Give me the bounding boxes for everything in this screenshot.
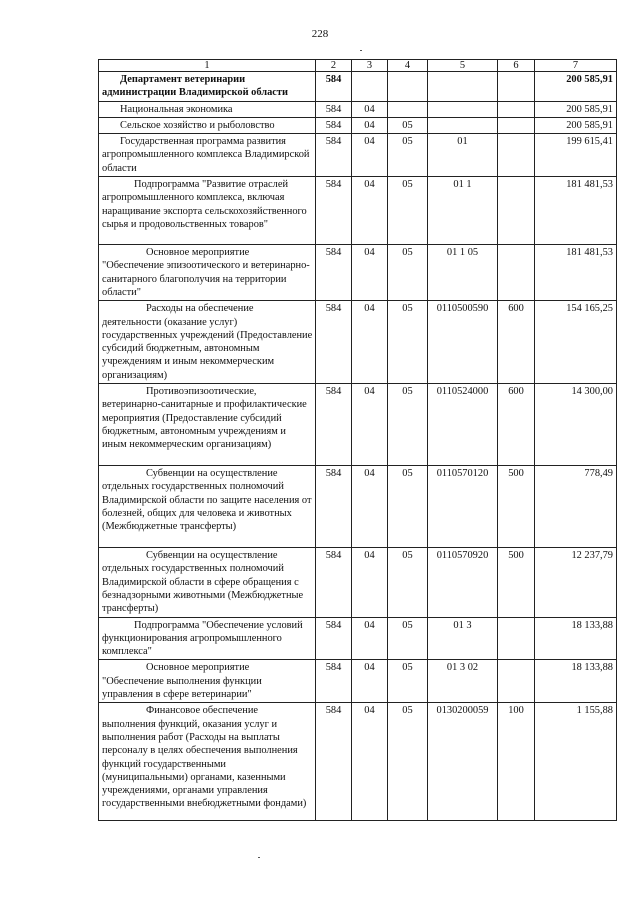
row-name: Основное мероприятие "Обеспечение выполнения функции управления в сфере ветеринарии": [99, 660, 316, 703]
cell-col6: 500: [498, 466, 535, 548]
row-name: Противоэпизоотические, ветеринарно-санитарные и профилактические мероприятия (Предоставление субсидий бюджетным, автономным учреждениям и иным некоммерческим организациям): [99, 384, 316, 466]
table-header-row: [99, 60, 617, 72]
cell-col6: [498, 72, 535, 102]
cell-col6: [498, 660, 535, 703]
table-row: [99, 466, 617, 548]
cell-col3: 04: [352, 177, 388, 245]
table-row: [99, 72, 617, 102]
cell-col2: 584: [316, 703, 352, 821]
header-cell: 2: [316, 60, 352, 72]
cell-col4: 05: [388, 384, 428, 466]
cell-col7: 12 237,79: [535, 548, 617, 617]
table-row: [99, 301, 617, 384]
cell-col3: [352, 72, 388, 102]
cell-col2: 584: [316, 617, 352, 660]
row-name: Субвенции на осуществление отдельных государственных полномочий Владимирской области по защите населения от болезней, общих для человека и животных (Межбюджетные трансферты): [99, 466, 316, 548]
scan-speck: [360, 50, 362, 51]
cell-col5: 01 1: [428, 177, 498, 245]
page-number: 228: [311, 28, 329, 40]
cell-col7: 181 481,53: [535, 177, 617, 245]
table-row: [99, 660, 617, 703]
cell-col4: [388, 101, 428, 117]
table-row: [99, 617, 617, 660]
cell-col3: 04: [352, 384, 388, 466]
cell-col7: 778,49: [535, 466, 617, 548]
row-name: Государственная программа развития агропромышленного комплекса Владимирской области: [99, 134, 316, 177]
row-name: Подпрограмма "Обеспечение условий функционирования агропромышленного комплекса": [99, 617, 316, 660]
cell-col3: 04: [352, 617, 388, 660]
cell-col3: 04: [352, 245, 388, 301]
table-row: [99, 245, 617, 301]
cell-col4: 05: [388, 466, 428, 548]
header-cell: 5: [428, 60, 498, 72]
header-cell: 7: [535, 60, 617, 72]
cell-col5: 01 3 02: [428, 660, 498, 703]
cell-col6: [498, 245, 535, 301]
cell-col6: [498, 117, 535, 133]
cell-col5: 0110570920: [428, 548, 498, 617]
cell-col6: 100: [498, 703, 535, 821]
table-row: [99, 101, 617, 117]
cell-col3: 04: [352, 301, 388, 384]
table-row: [99, 384, 617, 466]
cell-col6: 600: [498, 384, 535, 466]
cell-col7: 154 165,25: [535, 301, 617, 384]
cell-col5: 01 3: [428, 617, 498, 660]
row-name: Подпрограмма "Развитие отраслей агропромышленного комплекса, включая наращивание экспорта сельскохозяйственного сырья и продовольственных товаров": [99, 177, 316, 245]
cell-col6: [498, 177, 535, 245]
scan-speck: [258, 857, 260, 858]
cell-col2: 584: [316, 466, 352, 548]
cell-col5: [428, 117, 498, 133]
header-cell: 6: [498, 60, 535, 72]
cell-col7: 14 300,00: [535, 384, 617, 466]
cell-col7: 199 615,41: [535, 134, 617, 177]
cell-col2: 584: [316, 117, 352, 133]
cell-col4: 05: [388, 660, 428, 703]
row-name: Субвенции на осуществление отдельных государственных полномочий Владимирской области в сфере обращения с безнадзорными животными (Межбюджетные трансферты): [99, 548, 316, 617]
cell-col4: 05: [388, 117, 428, 133]
table-row: [99, 117, 617, 133]
cell-col4: 05: [388, 703, 428, 821]
table-row: [99, 134, 617, 177]
table-row: [99, 177, 617, 245]
cell-col2: 584: [316, 660, 352, 703]
cell-col3: 04: [352, 117, 388, 133]
cell-col2: 584: [316, 301, 352, 384]
cell-col2: 584: [316, 134, 352, 177]
cell-col6: [498, 101, 535, 117]
cell-col7: 181 481,53: [535, 245, 617, 301]
budget-table: [98, 59, 617, 821]
cell-col7: 200 585,91: [535, 72, 617, 102]
cell-col5: 0110500590: [428, 301, 498, 384]
cell-col4: [388, 72, 428, 102]
row-name: Департамент ветеринарии администрации Владимирской области: [99, 72, 316, 102]
cell-col5: [428, 101, 498, 117]
row-name: Финансовое обеспечение выполнения функций, оказания услуг и выполнения работ (Расходы на выплаты персоналу в целях обеспечения выполнения функций государственными (муниципальными) органами, казенными учреждениями, органами управления государственными внебюджетными фондами): [99, 703, 316, 821]
cell-col4: 05: [388, 134, 428, 177]
cell-col3: 04: [352, 466, 388, 548]
row-name: Национальная экономика: [99, 101, 316, 117]
cell-col4: 05: [388, 548, 428, 617]
table-row: [99, 703, 617, 821]
cell-col6: 500: [498, 548, 535, 617]
cell-col5: 0130200059: [428, 703, 498, 821]
cell-col4: 05: [388, 245, 428, 301]
cell-col3: 04: [352, 703, 388, 821]
cell-col3: 04: [352, 134, 388, 177]
cell-col3: 04: [352, 548, 388, 617]
row-name: Расходы на обеспечение деятельности (оказание услуг) государственных учреждений (Предоставление субсидий бюджетным, автономным учреждениям и иным некоммерческим организациям): [99, 301, 316, 384]
header-cell: 1: [99, 60, 316, 72]
cell-col7: 18 133,88: [535, 660, 617, 703]
cell-col5: 0110524000: [428, 384, 498, 466]
cell-col5: 01: [428, 134, 498, 177]
cell-col2: 584: [316, 72, 352, 102]
row-name: Основное мероприятие "Обеспечение эпизоотического и ветеринарно-санитарного благополучия на территории области": [99, 245, 316, 301]
cell-col2: 584: [316, 101, 352, 117]
cell-col4: 05: [388, 177, 428, 245]
cell-col4: 05: [388, 617, 428, 660]
cell-col5: 01 1 05: [428, 245, 498, 301]
cell-col2: 584: [316, 384, 352, 466]
cell-col3: 04: [352, 101, 388, 117]
cell-col6: [498, 617, 535, 660]
cell-col2: 584: [316, 177, 352, 245]
cell-col2: 584: [316, 245, 352, 301]
cell-col6: [498, 134, 535, 177]
cell-col7: 18 133,88: [535, 617, 617, 660]
cell-col3: 04: [352, 660, 388, 703]
cell-col7: 200 585,91: [535, 101, 617, 117]
cell-col7: 200 585,91: [535, 117, 617, 133]
cell-col7: 1 155,88: [535, 703, 617, 821]
cell-col6: 600: [498, 301, 535, 384]
table-row: [99, 548, 617, 617]
cell-col4: 05: [388, 301, 428, 384]
row-name: Сельское хозяйство и рыболовство: [99, 117, 316, 133]
header-cell: 3: [352, 60, 388, 72]
cell-col5: [428, 72, 498, 102]
header-cell: 4: [388, 60, 428, 72]
cell-col2: 584: [316, 548, 352, 617]
cell-col5: 0110570120: [428, 466, 498, 548]
